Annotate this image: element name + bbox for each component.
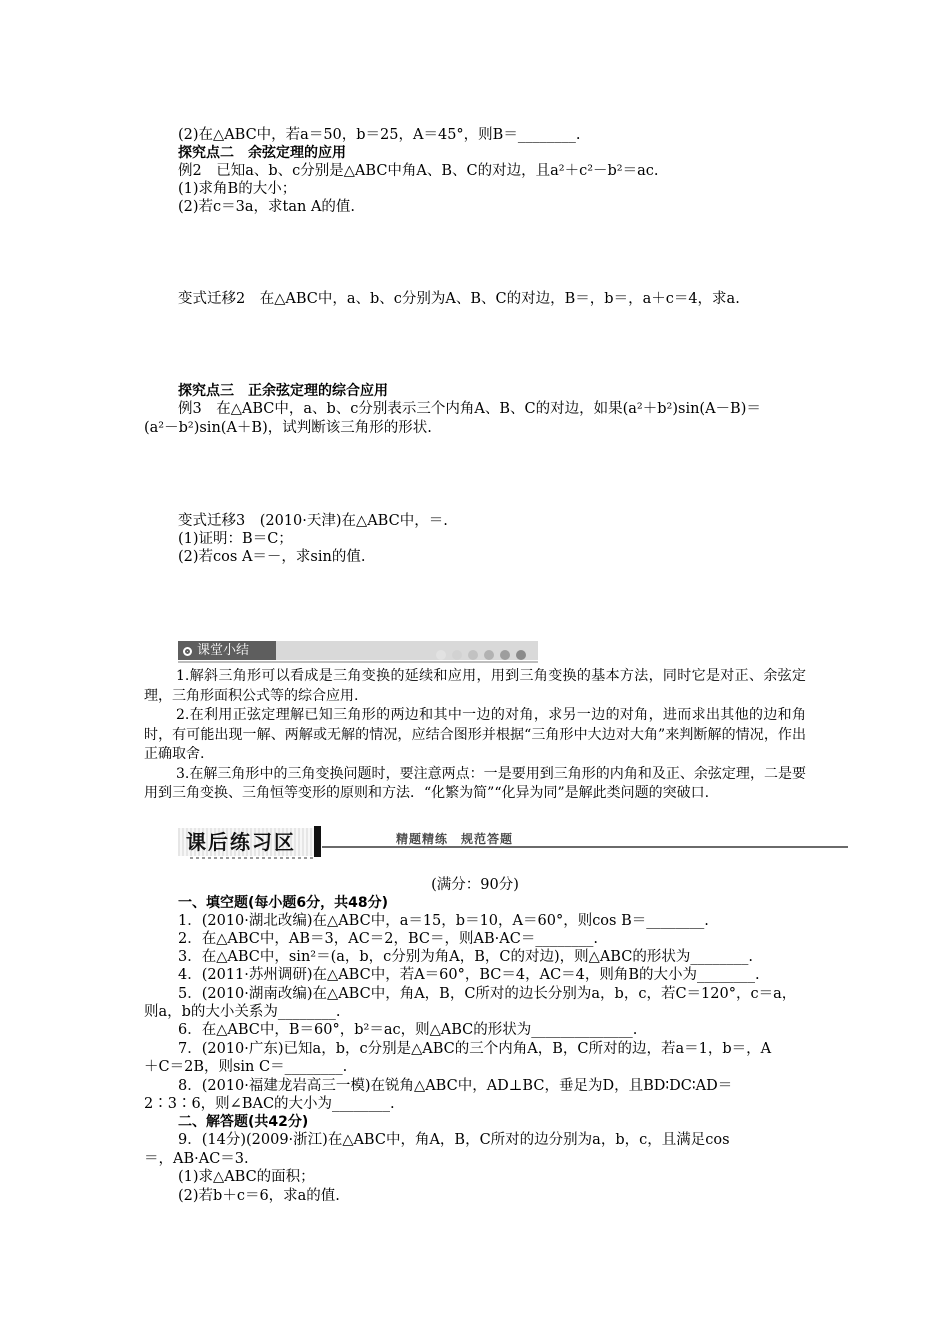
- summary-banner-underline: [178, 661, 538, 663]
- variant-3-part2: (2)若cos A＝－，求sin的值.: [178, 549, 366, 565]
- question-6: 6．在△ABC中，B＝60°，b²＝ac，则△ABC的形状为______________.: [178, 1022, 638, 1038]
- summary-point-2: 2.在利用正弦定理解已知三角形的两边和其中一边的对角，求另一边的对角，进而求出其他的边和角时，有可能出现一解、两解或无解的情况，应结合图形并根据“三角形中大边对大角”来判断解的情况，作出正确取舍.: [144, 707, 806, 762]
- question-7-line1: 7．(2010·广东)已知a，b，c分别是△ABC的三个内角A，B，C所对的边，若a＝1，b＝，A: [178, 1041, 772, 1057]
- variant-2: 变式迁移2 在△ABC中，a、b、c分别为A、B、C的对边，B＝，b＝，a＋c＝4，求a.: [178, 291, 740, 307]
- practice-banner-subtitle: 精题精练 规范答题: [396, 832, 514, 846]
- target-icon: [183, 647, 192, 656]
- question-9-part2: (2)若b＋c＝6，求a的值.: [178, 1188, 340, 1204]
- question-7-line2: ＋C＝2B，则sin C＝________.: [144, 1059, 348, 1075]
- question-8-line1: 8．(2010·福建龙岩高三一模)在锐角△ABC中，AD⊥BC，垂足为D，且BD∶DC∶AD＝: [178, 1078, 733, 1094]
- practice-banner-bar: [314, 826, 321, 857]
- banner-dot: [516, 650, 526, 660]
- banner-dot: [484, 650, 494, 660]
- banner-dot: [468, 650, 478, 660]
- question-3: 3．在△ABC中，sin²＝(a，b，c分别为角A，B，C的对边)，则△ABC的形状为________.: [178, 949, 753, 965]
- full-score: (满分：90分): [431, 877, 519, 893]
- summary-point-1: 1.解斜三角形可以看成是三角变换的延续和应用，用到三角变换的基本方法，同时它是对正、余弦定理，三角形面积公式等的综合应用.: [144, 668, 806, 704]
- question-5-line1: 5．(2010·湖南改编)在△ABC中，角A，B，C所对的边长分别为a，b，c，若C＝120°，c＝a，: [178, 986, 797, 1002]
- question-2: 2．在△ABC中，AB＝3，AC＝2，BC＝，则AB·AC＝________.: [178, 931, 598, 947]
- question-4: 4．(2011·苏州调研)在△ABC中，若A＝60°，BC＝4，AC＝4，则角B的大小为________.: [178, 967, 760, 983]
- question-1: 1．(2010·湖北改编)在△ABC中，a＝15，b＝10，A＝60°，则cos B＝________.: [178, 913, 709, 929]
- practice-banner-dashes: [190, 857, 314, 859]
- question-9-line1: 9．(14分)(2009·浙江)在△ABC中，角A，B，C所对的边分别为a，b，c，且满足cos: [178, 1132, 730, 1148]
- example3-line1: 例3 在△ABC中，a、b、c分别表示三个内角A、B、C的对边，如果(a²＋b²)sin(A－B)＝: [178, 401, 761, 417]
- summary-banner-label: [178, 641, 276, 660]
- section-fill-blank: 一、填空题(每小题6分，共48分): [178, 895, 389, 911]
- question-9-line2: ＝，AB·AC＝3.: [144, 1151, 249, 1167]
- example2-statement: 例2 已知a、b、c分别是△ABC中角A、B、C的对边，且a²＋c²－b²＝ac.: [178, 163, 659, 179]
- variant-3-part1: (1)证明：B＝C；: [178, 531, 293, 547]
- section-heading-3: 探究点三 正余弦定理的综合应用: [178, 383, 388, 399]
- question-8-line2: 2∶3∶6，则∠BAC的大小为________.: [144, 1096, 395, 1112]
- summary-point-3: 3.在解三角形中的三角变换问题时，要注意两点：一是要用到三角形的内角和及正、余弦定理，二是要用到三角变换、三角恒等变形的原则和方法．“化繁为简”“化异为同”是解此类问题的突破口.: [144, 765, 806, 801]
- example1-part2: (2)在△ABC中，若a＝50，b＝25，A＝45°，则B＝________.: [178, 127, 581, 143]
- practice-banner-title: 课后练习区: [186, 830, 296, 854]
- example2-part1: (1)求角B的大小；: [178, 181, 297, 197]
- banner-dot: [452, 650, 462, 660]
- section-answer: 二、解答题(共42分): [178, 1114, 309, 1130]
- question-9-part1: (1)求△ABC的面积；: [178, 1169, 315, 1185]
- banner-dot: [500, 650, 510, 660]
- example2-part2: (2)若c＝3a，求tan A的值.: [178, 199, 356, 215]
- example3-line2: (a²－b²)sin(A＋B)，试判断该三角形的形状.: [144, 420, 432, 436]
- question-5-line2: 则a，b的大小关系为________.: [144, 1004, 341, 1020]
- summary-text: [144, 667, 806, 804]
- variant-3: 变式迁移3 (2010·天津)在△ABC中，＝.: [178, 513, 448, 529]
- banner-dot: [436, 650, 446, 660]
- section-heading-2: 探究点二 余弦定理的应用: [178, 145, 346, 161]
- summary-banner-title: 课堂小结: [197, 643, 250, 658]
- summary-banner: [178, 641, 538, 660]
